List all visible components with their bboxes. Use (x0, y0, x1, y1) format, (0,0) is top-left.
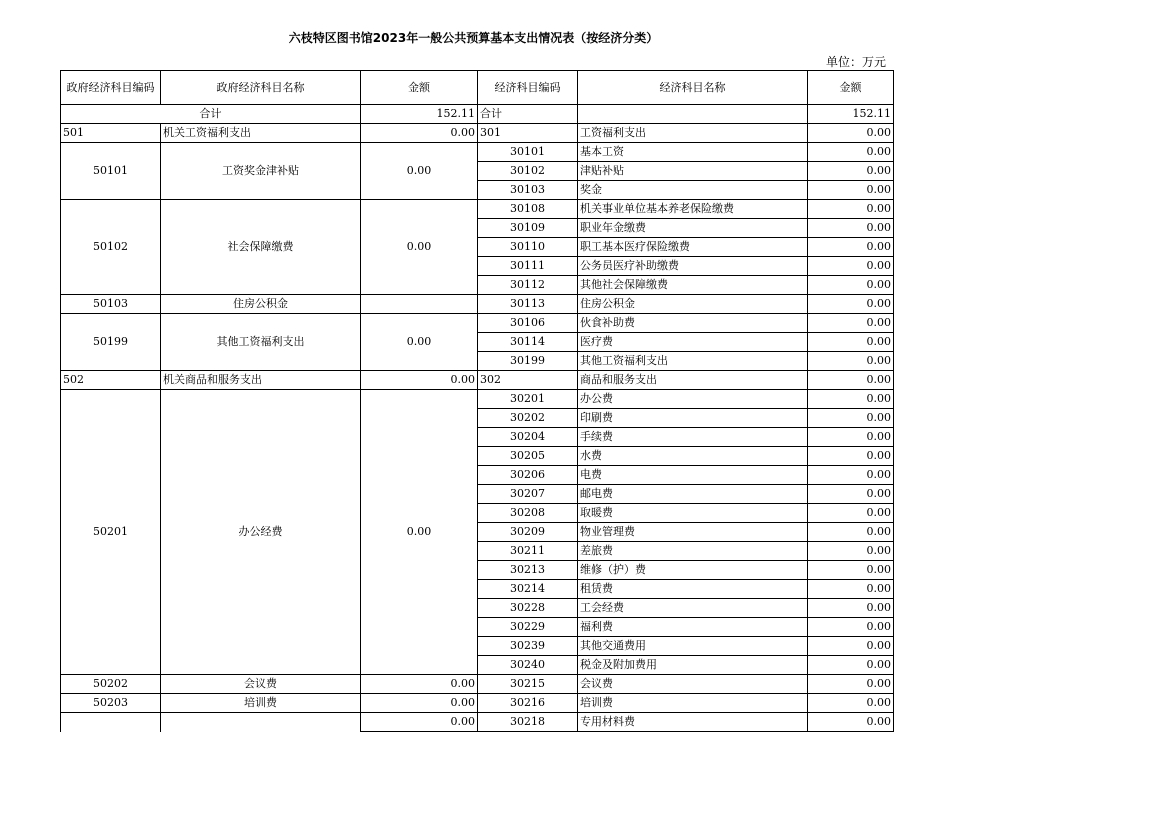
item-code: 30228 (478, 599, 578, 618)
category-row (61, 371, 894, 390)
total-label: 合计 (61, 105, 361, 124)
item-name: 水费 (578, 447, 808, 466)
table-row (61, 675, 894, 694)
category-econ-name: 商品和服务支出 (578, 371, 808, 390)
item-name: 职工基本医疗保险缴费 (578, 238, 808, 257)
item-name: 印刷费 (578, 409, 808, 428)
group-code: 50203 (61, 694, 161, 713)
item-code: 30206 (478, 466, 578, 485)
group-name: 培训费 (161, 694, 361, 713)
header-gov-code: 政府经济科目编码 (61, 71, 161, 105)
header-econ-amount: 金额 (808, 71, 894, 105)
item-code: 30207 (478, 485, 578, 504)
item-code: 30214 (478, 580, 578, 599)
item-amount: 0.00 (808, 181, 894, 200)
item-code: 30215 (478, 675, 578, 694)
header-row (61, 71, 894, 105)
item-code: 30101 (478, 143, 578, 162)
item-code: 30112 (478, 276, 578, 295)
item-name: 办公费 (578, 390, 808, 409)
item-amount: 0.00 (808, 466, 894, 485)
budget-table (60, 70, 894, 732)
table-row (61, 713, 894, 732)
header-econ-code: 经济科目编码 (478, 71, 578, 105)
item-name: 会议费 (578, 675, 808, 694)
item-code: 30110 (478, 238, 578, 257)
item-name: 税金及附加费用 (578, 656, 808, 675)
item-amount: 0.00 (808, 314, 894, 333)
item-amount: 0.00 (808, 257, 894, 276)
group-amount: 0.00 (361, 143, 478, 200)
item-name: 津贴补贴 (578, 162, 808, 181)
item-amount: 0.00 (808, 618, 894, 637)
item-code: 30103 (478, 181, 578, 200)
item-amount: 0.00 (808, 599, 894, 618)
item-amount: 0.00 (808, 238, 894, 257)
item-name: 职业年金缴费 (578, 219, 808, 238)
header-gov-name: 政府经济科目名称 (161, 71, 361, 105)
item-amount: 0.00 (808, 276, 894, 295)
category-econ-amount: 0.00 (808, 124, 894, 143)
category-name: 机关工资福利支出 (161, 124, 361, 143)
item-code: 30211 (478, 542, 578, 561)
item-name: 物业管理费 (578, 523, 808, 542)
item-code: 30102 (478, 162, 578, 181)
item-code: 30216 (478, 694, 578, 713)
group-amount: 0.00 (361, 314, 478, 371)
group-name (161, 713, 361, 732)
item-name: 专用材料费 (578, 713, 808, 732)
item-amount: 0.00 (808, 542, 894, 561)
item-code: 30240 (478, 656, 578, 675)
item-amount: 0.00 (808, 143, 894, 162)
group-name: 会议费 (161, 675, 361, 694)
item-amount: 0.00 (808, 390, 894, 409)
item-name: 医疗费 (578, 333, 808, 352)
group-code: 50101 (61, 143, 161, 200)
item-code: 30201 (478, 390, 578, 409)
item-amount: 0.00 (808, 485, 894, 504)
item-code: 30109 (478, 219, 578, 238)
header-econ-name: 经济科目名称 (578, 71, 808, 105)
header-gov-amount: 金额 (361, 71, 478, 105)
item-name: 其他交通费用 (578, 637, 808, 656)
item-name: 维修（护）费 (578, 561, 808, 580)
item-code: 30209 (478, 523, 578, 542)
group-name: 社会保障缴费 (161, 200, 361, 295)
group-name: 工资奖金津补贴 (161, 143, 361, 200)
table-row (61, 694, 894, 713)
item-amount: 0.00 (808, 637, 894, 656)
item-code: 30239 (478, 637, 578, 656)
item-amount: 0.00 (808, 200, 894, 219)
item-code: 30205 (478, 447, 578, 466)
item-name: 公务员医疗补助缴费 (578, 257, 808, 276)
item-code: 30199 (478, 352, 578, 371)
total-row (61, 105, 894, 124)
item-amount: 0.00 (808, 409, 894, 428)
item-code: 30229 (478, 618, 578, 637)
item-amount: 0.00 (808, 580, 894, 599)
item-amount: 0.00 (808, 333, 894, 352)
item-name: 基本工资 (578, 143, 808, 162)
item-name: 租赁费 (578, 580, 808, 599)
group-code: 50102 (61, 200, 161, 295)
item-amount: 0.00 (808, 523, 894, 542)
category-econ-amount: 0.00 (808, 371, 894, 390)
category-econ-code: 302 (478, 371, 578, 390)
table-row (61, 200, 894, 219)
table-row (61, 295, 894, 314)
item-code: 30108 (478, 200, 578, 219)
item-code: 30213 (478, 561, 578, 580)
item-code: 30111 (478, 257, 578, 276)
item-amount: 0.00 (808, 447, 894, 466)
item-amount: 0.00 (808, 352, 894, 371)
table-row (61, 143, 894, 162)
item-code: 30114 (478, 333, 578, 352)
item-code: 30106 (478, 314, 578, 333)
total-econ-amount: 152.11 (808, 105, 894, 124)
item-name: 邮电费 (578, 485, 808, 504)
category-amount: 0.00 (361, 371, 478, 390)
item-amount: 0.00 (808, 504, 894, 523)
item-name: 奖金 (578, 181, 808, 200)
category-amount: 0.00 (361, 124, 478, 143)
item-name: 手续费 (578, 428, 808, 447)
group-code: 50201 (61, 390, 161, 675)
group-amount (361, 295, 478, 314)
item-name: 取暖费 (578, 504, 808, 523)
category-econ-name: 工资福利支出 (578, 124, 808, 143)
group-amount: 0.00 (361, 694, 478, 713)
item-code: 30208 (478, 504, 578, 523)
category-row (61, 124, 894, 143)
table-row (61, 390, 894, 409)
item-code: 30218 (478, 713, 578, 732)
group-amount: 0.00 (361, 713, 478, 732)
item-name: 工会经费 (578, 599, 808, 618)
item-name: 其他社会保障缴费 (578, 276, 808, 295)
item-name: 住房公积金 (578, 295, 808, 314)
item-amount: 0.00 (808, 428, 894, 447)
item-name: 差旅费 (578, 542, 808, 561)
group-amount: 0.00 (361, 390, 478, 675)
table-row (61, 314, 894, 333)
item-amount: 0.00 (808, 675, 894, 694)
group-name: 办公经费 (161, 390, 361, 675)
item-code: 30202 (478, 409, 578, 428)
group-name: 住房公积金 (161, 295, 361, 314)
item-name: 伙食补助费 (578, 314, 808, 333)
category-code: 501 (61, 124, 161, 143)
item-amount: 0.00 (808, 713, 894, 732)
item-name: 电费 (578, 466, 808, 485)
category-name: 机关商品和服务支出 (161, 371, 361, 390)
item-name: 培训费 (578, 694, 808, 713)
group-code: 50103 (61, 295, 161, 314)
group-code: 50202 (61, 675, 161, 694)
category-econ-code: 301 (478, 124, 578, 143)
item-amount: 0.00 (808, 656, 894, 675)
item-name: 机关事业单位基本养老保险缴费 (578, 200, 808, 219)
group-code (61, 713, 161, 732)
item-name: 福利费 (578, 618, 808, 637)
category-code: 502 (61, 371, 161, 390)
unit-label: 单位：万元 (826, 55, 887, 69)
item-name: 其他工资福利支出 (578, 352, 808, 371)
item-code: 30113 (478, 295, 578, 314)
total-econ-label: 合计 (478, 105, 578, 124)
group-amount: 0.00 (361, 675, 478, 694)
item-amount: 0.00 (808, 694, 894, 713)
page-title: 六枝特区图书馆2023年一般公共预算基本支出情况表（按经济分类） (288, 31, 659, 45)
item-amount: 0.00 (808, 295, 894, 314)
item-amount: 0.00 (808, 561, 894, 580)
item-amount: 0.00 (808, 162, 894, 181)
item-code: 30204 (478, 428, 578, 447)
item-amount: 0.00 (808, 219, 894, 238)
group-code: 50199 (61, 314, 161, 371)
group-amount: 0.00 (361, 200, 478, 295)
total-gov-amount: 152.11 (361, 105, 478, 124)
group-name: 其他工资福利支出 (161, 314, 361, 371)
